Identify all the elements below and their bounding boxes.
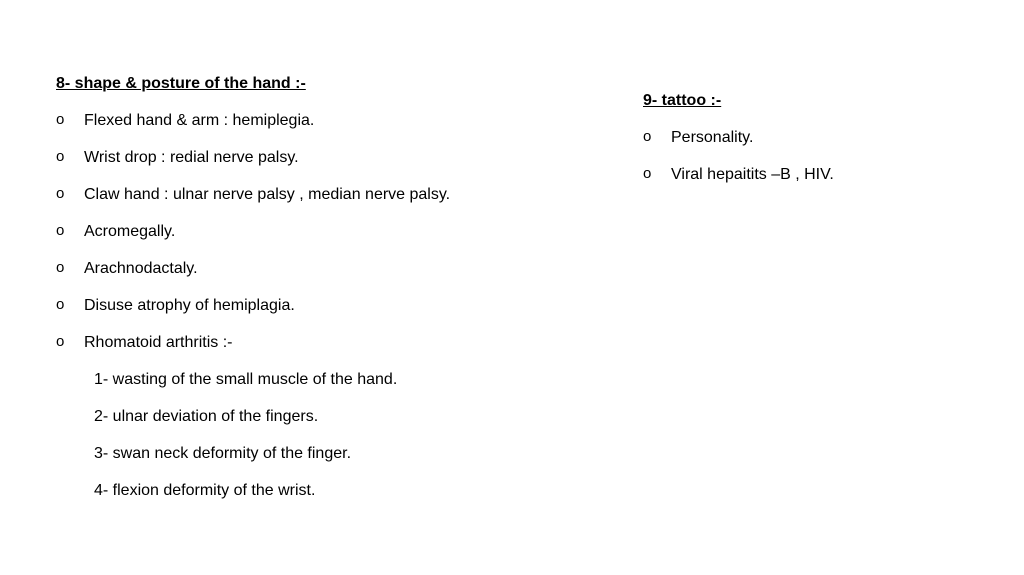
list-item [56, 258, 616, 280]
list-item-text: Viral hepaitits –B , HIV. [671, 166, 834, 183]
list-item [56, 221, 616, 243]
list-item-text: Acromegally. [84, 223, 176, 240]
list-item [56, 295, 616, 317]
section-heading-hand: 8- shape & posture of the hand :- [56, 75, 306, 92]
list-item [56, 184, 616, 206]
bullet-icon: o [643, 165, 652, 182]
bullet-icon: o [56, 296, 65, 313]
bullet-icon: o [56, 222, 65, 239]
list-item [56, 332, 616, 354]
sub-item: 4- flexion deformity of the wrist. [94, 482, 316, 499]
bullet-icon: o [56, 185, 65, 202]
list-item-text: Personality. [671, 129, 754, 146]
list-item-text: Disuse atrophy of hemiplagia. [84, 297, 295, 314]
list-item [56, 110, 616, 132]
bullet-icon: o [643, 128, 652, 145]
bullet-icon: o [56, 148, 65, 165]
list-item-text: Claw hand : ulnar nerve palsy , median nerve palsy. [84, 186, 451, 203]
bullet-icon: o [56, 333, 65, 350]
list-item [643, 164, 1003, 186]
right-column [643, 90, 1003, 201]
sub-item: 2- ulnar deviation of the fingers. [94, 408, 319, 425]
list-item-text: Arachnodactaly. [84, 260, 198, 277]
list-item-text: Wrist drop : redial nerve palsy. [84, 149, 299, 166]
list-item-text: Rhomatoid arthritis :- [84, 334, 233, 351]
bullet-icon: o [56, 111, 65, 128]
left-column [56, 73, 616, 517]
list-item [56, 147, 616, 169]
list-item [643, 127, 1003, 149]
section-heading-tattoo: 9- tattoo :- [643, 92, 722, 109]
sub-item: 1- wasting of the small muscle of the hand. [94, 371, 398, 388]
list-item-text: Flexed hand & arm : hemiplegia. [84, 112, 315, 129]
bullet-icon: o [56, 259, 65, 276]
sub-item: 3- swan neck deformity of the finger. [94, 445, 352, 462]
